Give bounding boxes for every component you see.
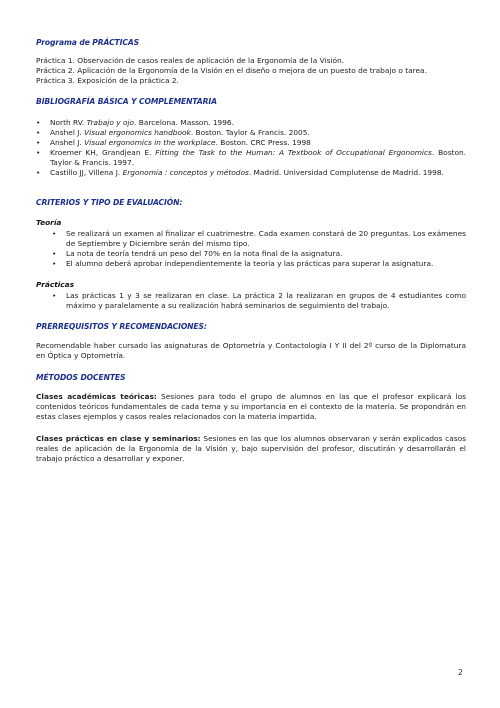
list-item: • La nota de teoría tendrá un peso del 70% en la nota final de la asignatura. xyxy=(52,249,466,259)
practicas-eval-list xyxy=(52,291,466,311)
book-title: Ergonomía : conceptos y métodos xyxy=(122,168,249,177)
prerrequisitos-text: Recomendable haber cursado las asignaturas de Optometría y Contactología I Y II del 2º curso de la Diplomatura en Óptica y Optometría. xyxy=(36,341,466,360)
teoria-list xyxy=(52,229,466,269)
bibliography-item: • Anshel J. Visual ergonomics in the workplace. Boston. CRC Press. 1998 xyxy=(36,138,466,148)
practicas-heading: Programa de PRÁCTICAS xyxy=(36,38,139,47)
bibliography-item: • Anshel J. Visual ergonomics handbook. Boston. Taylor & Francis. 2005. xyxy=(36,128,466,138)
prerrequisitos-heading: PRERREQUISITOS Y RECOMENDACIONES: xyxy=(36,322,207,331)
practica-line: Práctica 3. Exposición de la práctica 2. xyxy=(36,76,179,85)
clases-practicas-label: Clases prácticas en clase y seminarios: xyxy=(36,434,201,443)
page-number: 2 xyxy=(458,668,463,677)
list-item: • El alumno deberá aprobar independientemente la teoría y las prácticas para superar la asignatura. xyxy=(52,259,466,269)
practicas-label: Prácticas xyxy=(36,280,75,289)
bibliography-item: • Castillo JJ, Villena J. Ergonomía : conceptos y métodos. Madrid. Universidad Complutense de Madrid. 1998. xyxy=(36,168,466,178)
list-item: • Se realizará un examen al finalizar el cuatrimestre. Cada examen constará de 20 preguntas. Los exámenes de Septiembre y Diciembre serán del mismo tipo. xyxy=(52,229,466,249)
teoria-label: Teoría xyxy=(36,218,62,227)
criterios-heading: CRITERIOS Y TIPO DE EVALUACIÓN: xyxy=(36,198,183,207)
bibliografia-heading: BIBLIOGRAFÍA BÁSICA Y COMPLEMENTARIA xyxy=(36,97,217,106)
metodos-heading: MÉTODOS DOCENTES xyxy=(36,373,126,382)
clases-practicas-paragraph: Clases prácticas en clase y seminarios: Sesiones en las que los alumnos observaran y serán explicados casos reales de aplicación de la Ergonomía de la Visión y, bajo supervisión del profesor, discutirán y desarrollarán el trabajo práctico a desarrollar y exponer. xyxy=(36,434,466,463)
book-title: Fitting the Task to the Human: A Textbook of Occupational Ergonomics xyxy=(155,148,432,157)
clases-teoricas-label: Clases académicas teóricas: xyxy=(36,392,157,401)
bibliografia-list xyxy=(36,118,466,178)
clases-teoricas-paragraph: Clases académicas teóricas: Sesiones para todo el grupo de alumnos en las que el profesor explicará los contenidos teóricos fundamentales de cada tema y su importancia en el contexto de la materia. Se propondrán en estas clases ejemplos y casos reales relacionados con la materia impartida. xyxy=(36,392,466,421)
list-item: • Las prácticas 1 y 3 se realizaran en clase. La práctica 2 la realizaran en grupos de 4 estudiantes como máximo y paralelamente a su realización habrá seminarios de seguimiento del trabajo. xyxy=(52,291,466,311)
bibliography-item: • Kroemer KH, Grandjean E. Fitting the Task to the Human: A Textbook of Occupational Ergonomics. Boston. Taylor & Francis. 1997. xyxy=(36,148,466,168)
bibliography-item: • North RV. Trabajo y ojo. Barcelona. Masson. 1996. xyxy=(36,118,466,128)
practicas-list xyxy=(36,56,466,86)
book-title: Trabajo y ojo xyxy=(86,118,135,127)
book-title: Visual ergonomics in the workplace xyxy=(84,138,216,147)
practica-line: Práctica 1. Observación de casos reales de aplicación de la Ergonomía de la Visión. xyxy=(36,56,345,65)
book-title: Visual ergonomics handbook xyxy=(84,128,191,137)
practica-line: Práctica 2. Aplicación de la Ergonomía de la Visión en el diseño o mejora de un puesto de trabajo o tarea. xyxy=(36,66,427,75)
